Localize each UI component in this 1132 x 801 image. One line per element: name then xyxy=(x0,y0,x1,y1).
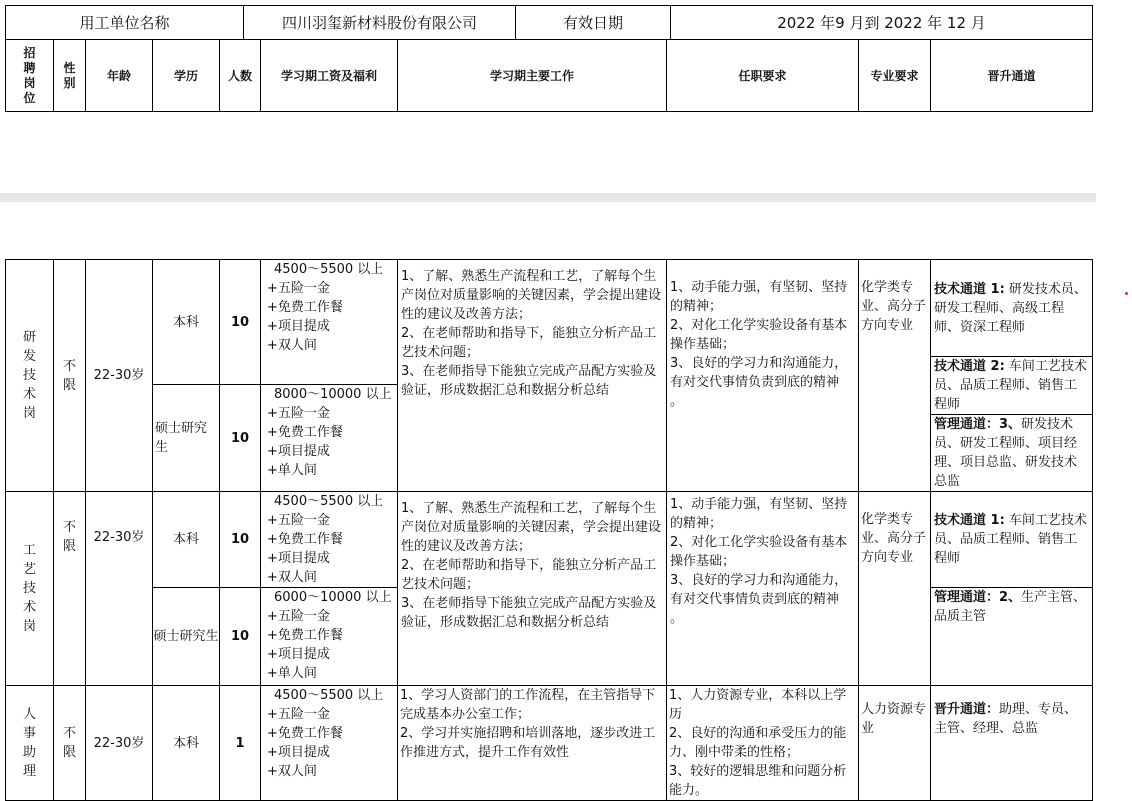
col-header-gender: 性别 xyxy=(54,40,86,112)
age-rd: 22-30岁 xyxy=(86,260,153,492)
table-row xyxy=(6,686,1093,801)
post-rd: 研发技术岗 xyxy=(6,260,54,492)
company-name: 四川羽玺新材料股份有限公司 xyxy=(244,6,516,40)
age-proc: 22-30岁 xyxy=(86,492,153,686)
salary-rd-bachelor: 4500～5500 以上 +五险一金 +免费工作餐 +项目提成 +双人间 xyxy=(261,260,398,385)
edu-rd-master: 硕士研究生 xyxy=(153,385,220,492)
gender-proc: 不限 xyxy=(54,492,86,686)
column-header-table xyxy=(5,39,1093,112)
col-header-work: 学习期主要工作 xyxy=(398,40,667,112)
major-proc: 化学类专业、高分子方向专业 xyxy=(859,492,931,686)
section-divider xyxy=(0,193,1096,202)
header-table xyxy=(5,5,1093,40)
work-proc: 1、了解、熟悉生产流程和工艺，了解每个生产岗位对质量影响的关键因素，学会提出建设性的建议及改善方法； 2、在老师帮助和指导下，能独立分析产品工艺技术问题； 3、在老师指导下能独立完成产品配方实验及验证，形成数据汇总和数据分析总结 xyxy=(398,492,667,686)
gender-hr: 不限 xyxy=(54,686,86,801)
count-hr: 1 xyxy=(220,686,261,801)
table-row xyxy=(6,492,1093,588)
path-proc-1: 技术通道 1: 车间工艺技术员、品质工程师、销售工程师 xyxy=(931,492,1093,588)
recruitment-table xyxy=(5,259,1093,801)
gender-rd: 不限 xyxy=(54,260,86,492)
work-hr: 1、学习人资部门的工作流程，在主管指导下完成基本办公室工作； 2、学习并实施招聘和培训落地，逐步改进工作推进方式，提升工作有效性 xyxy=(398,686,667,801)
col-header-edu: 学历 xyxy=(153,40,220,112)
red-dot-mark xyxy=(1125,292,1128,295)
post-proc: 工艺技术岗 xyxy=(6,492,54,686)
path-rd-1: 技术通道 1: 研发技术员、研发工程师、高级工程师、资深工程师 xyxy=(931,260,1093,357)
col-header-count: 人数 xyxy=(220,40,261,112)
validity-label: 有效日期 xyxy=(516,6,671,40)
count-rd-bachelor: 10 xyxy=(220,260,261,385)
age-hr: 22-30岁 xyxy=(86,686,153,801)
req-rd: 1、动手能力强，有坚韧、坚持的精神； 2、对化工化学实验设备有基本操作基础； 3、良好的学习力和沟通能力，有对交代事情负责到底的精神 。 xyxy=(667,260,859,492)
edu-rd-bachelor: 本科 xyxy=(153,260,220,385)
col-header-salary: 学习期工资及福利 xyxy=(261,40,398,112)
count-proc-bachelor: 10 xyxy=(220,492,261,588)
major-hr: 人力资源专业 xyxy=(859,686,931,801)
col-header-post: 招聘岗位 xyxy=(6,40,54,112)
table-row xyxy=(6,260,1093,357)
col-header-path: 晋升通道 xyxy=(931,40,1093,112)
work-rd: 1、了解、熟悉生产流程和工艺，了解每个生产岗位对质量影响的关键因素，学会提出建设性的建议及改善方法； 2、在老师帮助和指导下，能独立分析产品工艺技术问题； 3、在老师指导下能独立完成产品配方实验及验证，形成数据汇总和数据分析总结 xyxy=(398,260,667,492)
req-proc: 1、动手能力强，有坚韧、坚持的精神； 2、对化工化学实验设备有基本操作基础； 3、良好的学习力和沟通能力，有对交代事情负责到底的精神 。 xyxy=(667,492,859,686)
path-rd-3: 管理通道：3、研发技术员、研发工程师、项目经理、项目总监、研发技术总监 xyxy=(931,415,1093,492)
req-hr: 1、人力资源专业，本科以上学历 2、良好的沟通和承受压力的能力、刚中带柔的性格； 3、较好的逻辑思维和问题分析能力。 xyxy=(667,686,859,801)
col-header-major: 专业要求 xyxy=(859,40,931,112)
path-hr: 晋升通道：助理、专员、主管、经理、总监 xyxy=(931,686,1093,801)
salary-rd-master: 8000～10000 以上 +五险一金 +免费工作餐 +项目提成 +单人间 xyxy=(261,385,398,492)
salary-proc-master: 6000～10000 以上 +五险一金 +免费工作餐 +项目提成 +单人间 xyxy=(261,588,398,686)
unit-name-label: 用工单位名称 xyxy=(6,6,244,40)
count-rd-master: 10 xyxy=(220,385,261,492)
col-header-req: 任职要求 xyxy=(667,40,859,112)
post-hr: 人事助理 xyxy=(6,686,54,801)
count-proc-master: 10 xyxy=(220,588,261,686)
salary-hr: 4500～5500 以上 +五险一金 +免费工作餐 +项目提成 +双人间 xyxy=(261,686,398,801)
edu-proc-bachelor: 本科 xyxy=(153,492,220,588)
edu-proc-master: 硕士研究生 xyxy=(153,588,220,686)
validity-value: 2022 年9 月到 2022 年 12 月 xyxy=(671,6,1093,40)
path-rd-2: 技术通道 2: 车间工艺技术员、品质工程师、销售工程师 xyxy=(931,357,1093,415)
col-header-age: 年龄 xyxy=(86,40,153,112)
edu-hr: 本科 xyxy=(153,686,220,801)
major-rd: 化学类专业、高分子方向专业 xyxy=(859,260,931,492)
salary-proc-bachelor: 4500～5500 以上 +五险一金 +免费工作餐 +项目提成 +双人间 xyxy=(261,492,398,588)
path-proc-2: 管理通道：2、生产主管、品质主管 xyxy=(931,588,1093,686)
